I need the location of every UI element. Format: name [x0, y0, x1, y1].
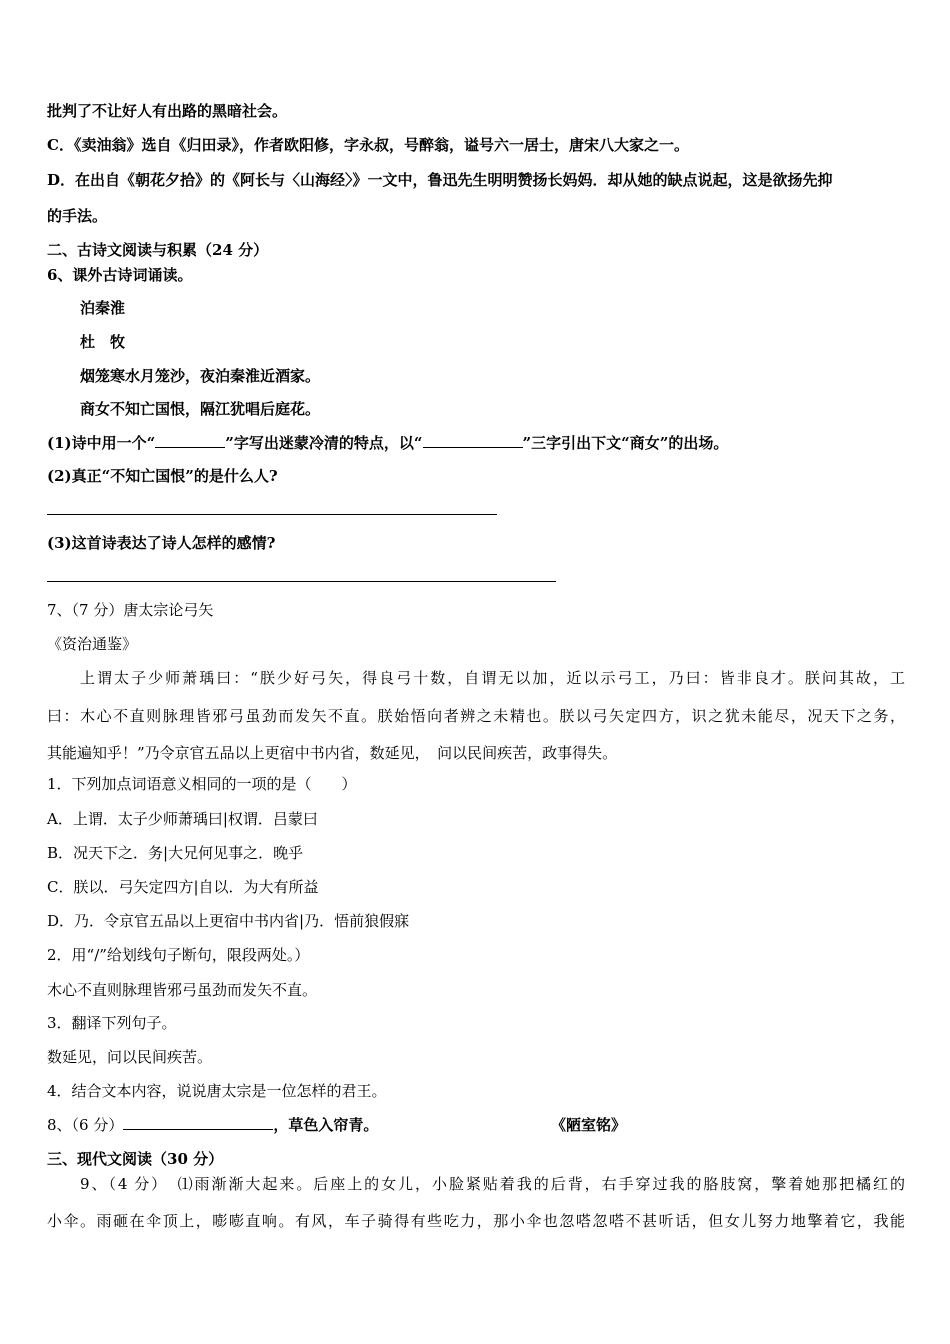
question-7-sub3: 3．翻译下列句子。: [47, 1014, 177, 1032]
answer-line[interactable]: [47, 581, 556, 582]
poem-line: 烟笼寒水月笼沙，夜泊秦淮近酒家。: [80, 367, 321, 385]
question-6-sub1: [47, 433, 728, 453]
passage-line: 9、（4 分） ⑴雨渐渐大起来。后座上的女儿，小脸紧贴着我的后背，右手穿过我的胳肢窝，擎着她那把橘红的: [80, 1175, 905, 1193]
answer-line[interactable]: [47, 514, 497, 515]
question-8: [47, 1115, 378, 1135]
question-6-head: 6、课外古诗词诵读。: [47, 266, 193, 284]
question-8-text: ，草色入帘青。: [273, 1116, 379, 1134]
passage-line: 其能遍知乎！”乃令京官五品以上更宿中书内省，数延见， 问以民间疾苦，政事得失。: [47, 744, 618, 762]
question-6-sub2: (2)真正“不知亡国恨”的是什么人?: [47, 467, 278, 485]
answer-blank[interactable]: [123, 1115, 273, 1130]
section-title: 二、古诗文阅读与积累（24 分）: [47, 241, 269, 259]
passage-line: 上谓太子少师萧瑀曰：“朕少好弓矢，得良弓十数，自谓无以加，近以示弓工，乃曰：皆非良才。朕问其故，工: [80, 669, 905, 687]
answer-blank[interactable]: [423, 433, 523, 448]
question-7-sub1: 1．下列加点词语意义相同的一项的是（ ）: [47, 775, 357, 793]
question-7-sub3-text: 数延见，问以民间疾苦。: [47, 1048, 213, 1066]
option-b: B．况天下之．务|大兄何见事之．晚乎: [47, 844, 304, 862]
question-7-sub2-text: 木心不直则脉理皆邪弓虽劲而发矢不直。: [47, 981, 318, 999]
question-7-head: 7、（7 分）唐太宗论弓矢: [47, 601, 214, 619]
option-d-cont: 的手法。: [47, 207, 108, 225]
question-7-sub2: 2．用“/”给划线句子断句，限段两处。）: [47, 946, 310, 964]
option-c: C．朕以．弓矢定四方|自以．为大有所益: [47, 878, 319, 896]
sub1-part-c: ”三字引出下文“商女”的出场。: [522, 434, 729, 452]
option-d: D．乃．令京官五品以上更宿中书内省|乃．悟前狼假寐: [47, 912, 410, 930]
question-8-head: 8、（6 分）: [47, 1116, 124, 1134]
option-c: C．《卖油翁》选自《归田录》，作者欧阳修，字永叔，号醉翁，谥号六一居士，唐宋八大家之一。: [47, 136, 689, 154]
text-line: 批判了不让好人有出路的黑暗社会。: [47, 102, 288, 120]
sub1-part-a: (1)诗中用一个“: [47, 434, 156, 452]
question-7-sub4: 4．结合文本内容，说说唐太宗是一位怎样的君王。: [47, 1082, 387, 1100]
poem-line: 商女不知亡国恨，隔江犹唱后庭花。: [80, 400, 321, 418]
question-8-source: 《陋室铭》: [551, 1116, 627, 1134]
question-7-source: 《资治通鉴》: [47, 635, 138, 653]
poem-author: 杜 牧: [80, 333, 126, 351]
passage-line: 曰：木心不直则脉理皆邪弓虽劲而发矢不直。朕始悟向者辨之未精也。朕以弓矢定四方，识之犹未能尽，况天下之务，: [47, 707, 905, 725]
answer-blank[interactable]: [155, 433, 225, 448]
passage-line: 小伞。雨砸在伞顶上，嘭嘭直响。有风，车子骑得有些吃力，那小伞也忽嗒忽嗒不甚听话，但女儿努力地擎着它，我能: [47, 1212, 905, 1230]
poem-title: 泊秦淮: [80, 299, 126, 317]
sub1-part-b: ”字写出迷蒙冷清的特点，以“: [225, 434, 423, 452]
question-6-sub3: (3)这首诗表达了诗人怎样的感情?: [47, 534, 276, 552]
section-title: 三、现代文阅读（30 分）: [47, 1150, 224, 1168]
option-a: A．上谓．太子少师萧瑀曰|权谓．吕蒙曰: [47, 810, 318, 828]
option-d: D．在出自《朝花夕拾》的《阿长与〈山海经〉》一文中，鲁迅先生明明赞扬长妈妈．却从她的缺点说起，这是欲扬先抑: [47, 171, 833, 189]
